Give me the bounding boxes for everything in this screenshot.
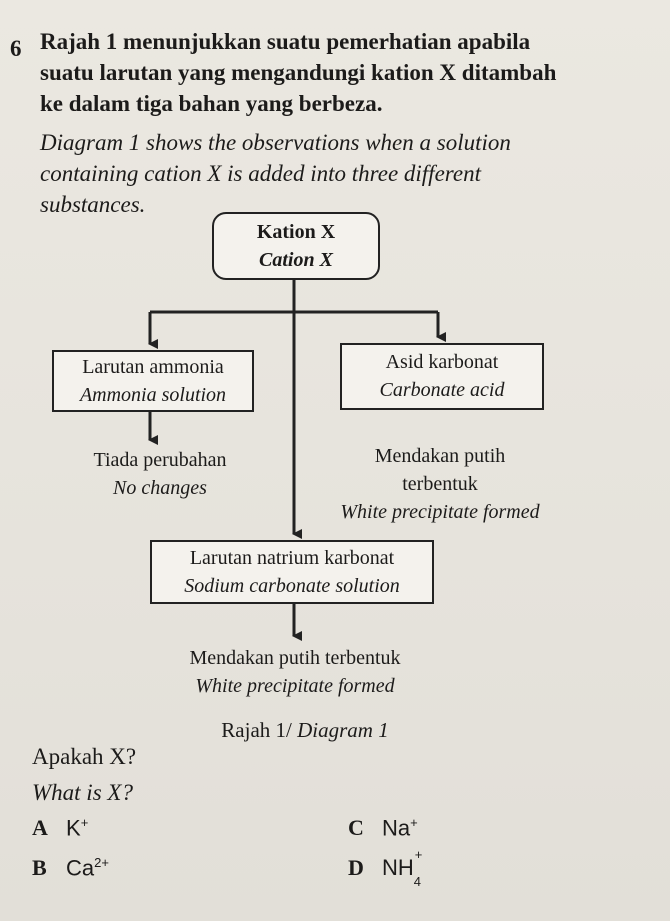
carbonate-acid-observation: [300, 442, 580, 526]
stem-malay-line: ke dalam tiga bahan yang berbeza.: [40, 91, 383, 116]
option-charge: +: [414, 847, 423, 862]
option-letter: B: [32, 855, 47, 881]
stem-english-line: containing cation X is added into three different: [40, 161, 481, 186]
option-ion: Na: [382, 815, 411, 841]
option-sub-sup: [413, 847, 423, 890]
caption-malay: Rajah 1: [221, 718, 287, 742]
sodium-carbonate-box: [150, 540, 434, 604]
ammonia-observation-malay: Tiada perubahan: [93, 449, 227, 471]
stem-malay-line: Rajah 1 menunjukkan suatu pemerhatian apabila: [40, 29, 531, 54]
option-charge: 2+: [94, 855, 109, 870]
sodium-carbonate-english: Sodium carbonate solution: [184, 575, 400, 597]
option-letter: C: [348, 815, 364, 841]
sodium-observation-malay: Mendakan putih terbentuk: [189, 647, 401, 669]
prompt-english: What is X?: [32, 780, 133, 805]
ammonia-english: Ammonia solution: [79, 384, 227, 406]
carbonate-observation-english: White precipitate formed: [340, 501, 540, 523]
stem-malay-line: suatu larutan yang mengandungi kation X ditambah: [40, 60, 557, 85]
option-ion: NH: [382, 855, 414, 880]
cation-x-english: Cation X: [259, 249, 333, 271]
option-d[interactable]: [348, 847, 423, 890]
diagram-caption: [150, 716, 460, 744]
option-charge: +: [410, 815, 418, 830]
ammonia-malay: Larutan ammonia: [82, 356, 224, 378]
question-number: 6: [10, 36, 22, 61]
carbonate-acid-box: [340, 343, 544, 410]
carbonate-acid-english: Carbonate acid: [379, 379, 505, 401]
option-letter: D: [348, 855, 364, 880]
stem-english-line: Diagram 1 shows the observations when a solution: [40, 130, 511, 155]
caption-separator: /: [286, 718, 298, 742]
option-ion: K: [66, 815, 81, 841]
caption-english: Diagram 1: [297, 718, 389, 742]
ammonia-solution-box: [52, 350, 254, 412]
ammonia-observation: [60, 446, 260, 502]
cation-x-box: [212, 212, 380, 280]
sodium-carbonate-observation: [150, 644, 440, 700]
cation-x-malay: Kation X: [256, 221, 336, 243]
sodium-observation-english: White precipitate formed: [195, 675, 395, 697]
ammonia-observation-english: No changes: [113, 477, 207, 499]
carbonate-acid-malay: Asid karbonat: [385, 351, 499, 373]
stem-english-line: substances.: [40, 192, 146, 217]
option-b[interactable]: [32, 855, 109, 881]
option-subscript: 4: [413, 874, 422, 890]
option-letter: A: [32, 815, 48, 841]
option-ion: Ca: [66, 855, 95, 881]
carbonate-observation-malay-1: Mendakan putih: [374, 445, 506, 467]
carbonate-observation-malay-2: terbentuk: [402, 473, 478, 495]
option-c[interactable]: [348, 815, 418, 841]
option-charge: +: [80, 815, 89, 830]
sodium-carbonate-malay: Larutan natrium karbonat: [189, 547, 395, 569]
prompt-malay: Apakah X?: [32, 744, 137, 769]
option-a[interactable]: [32, 815, 88, 841]
